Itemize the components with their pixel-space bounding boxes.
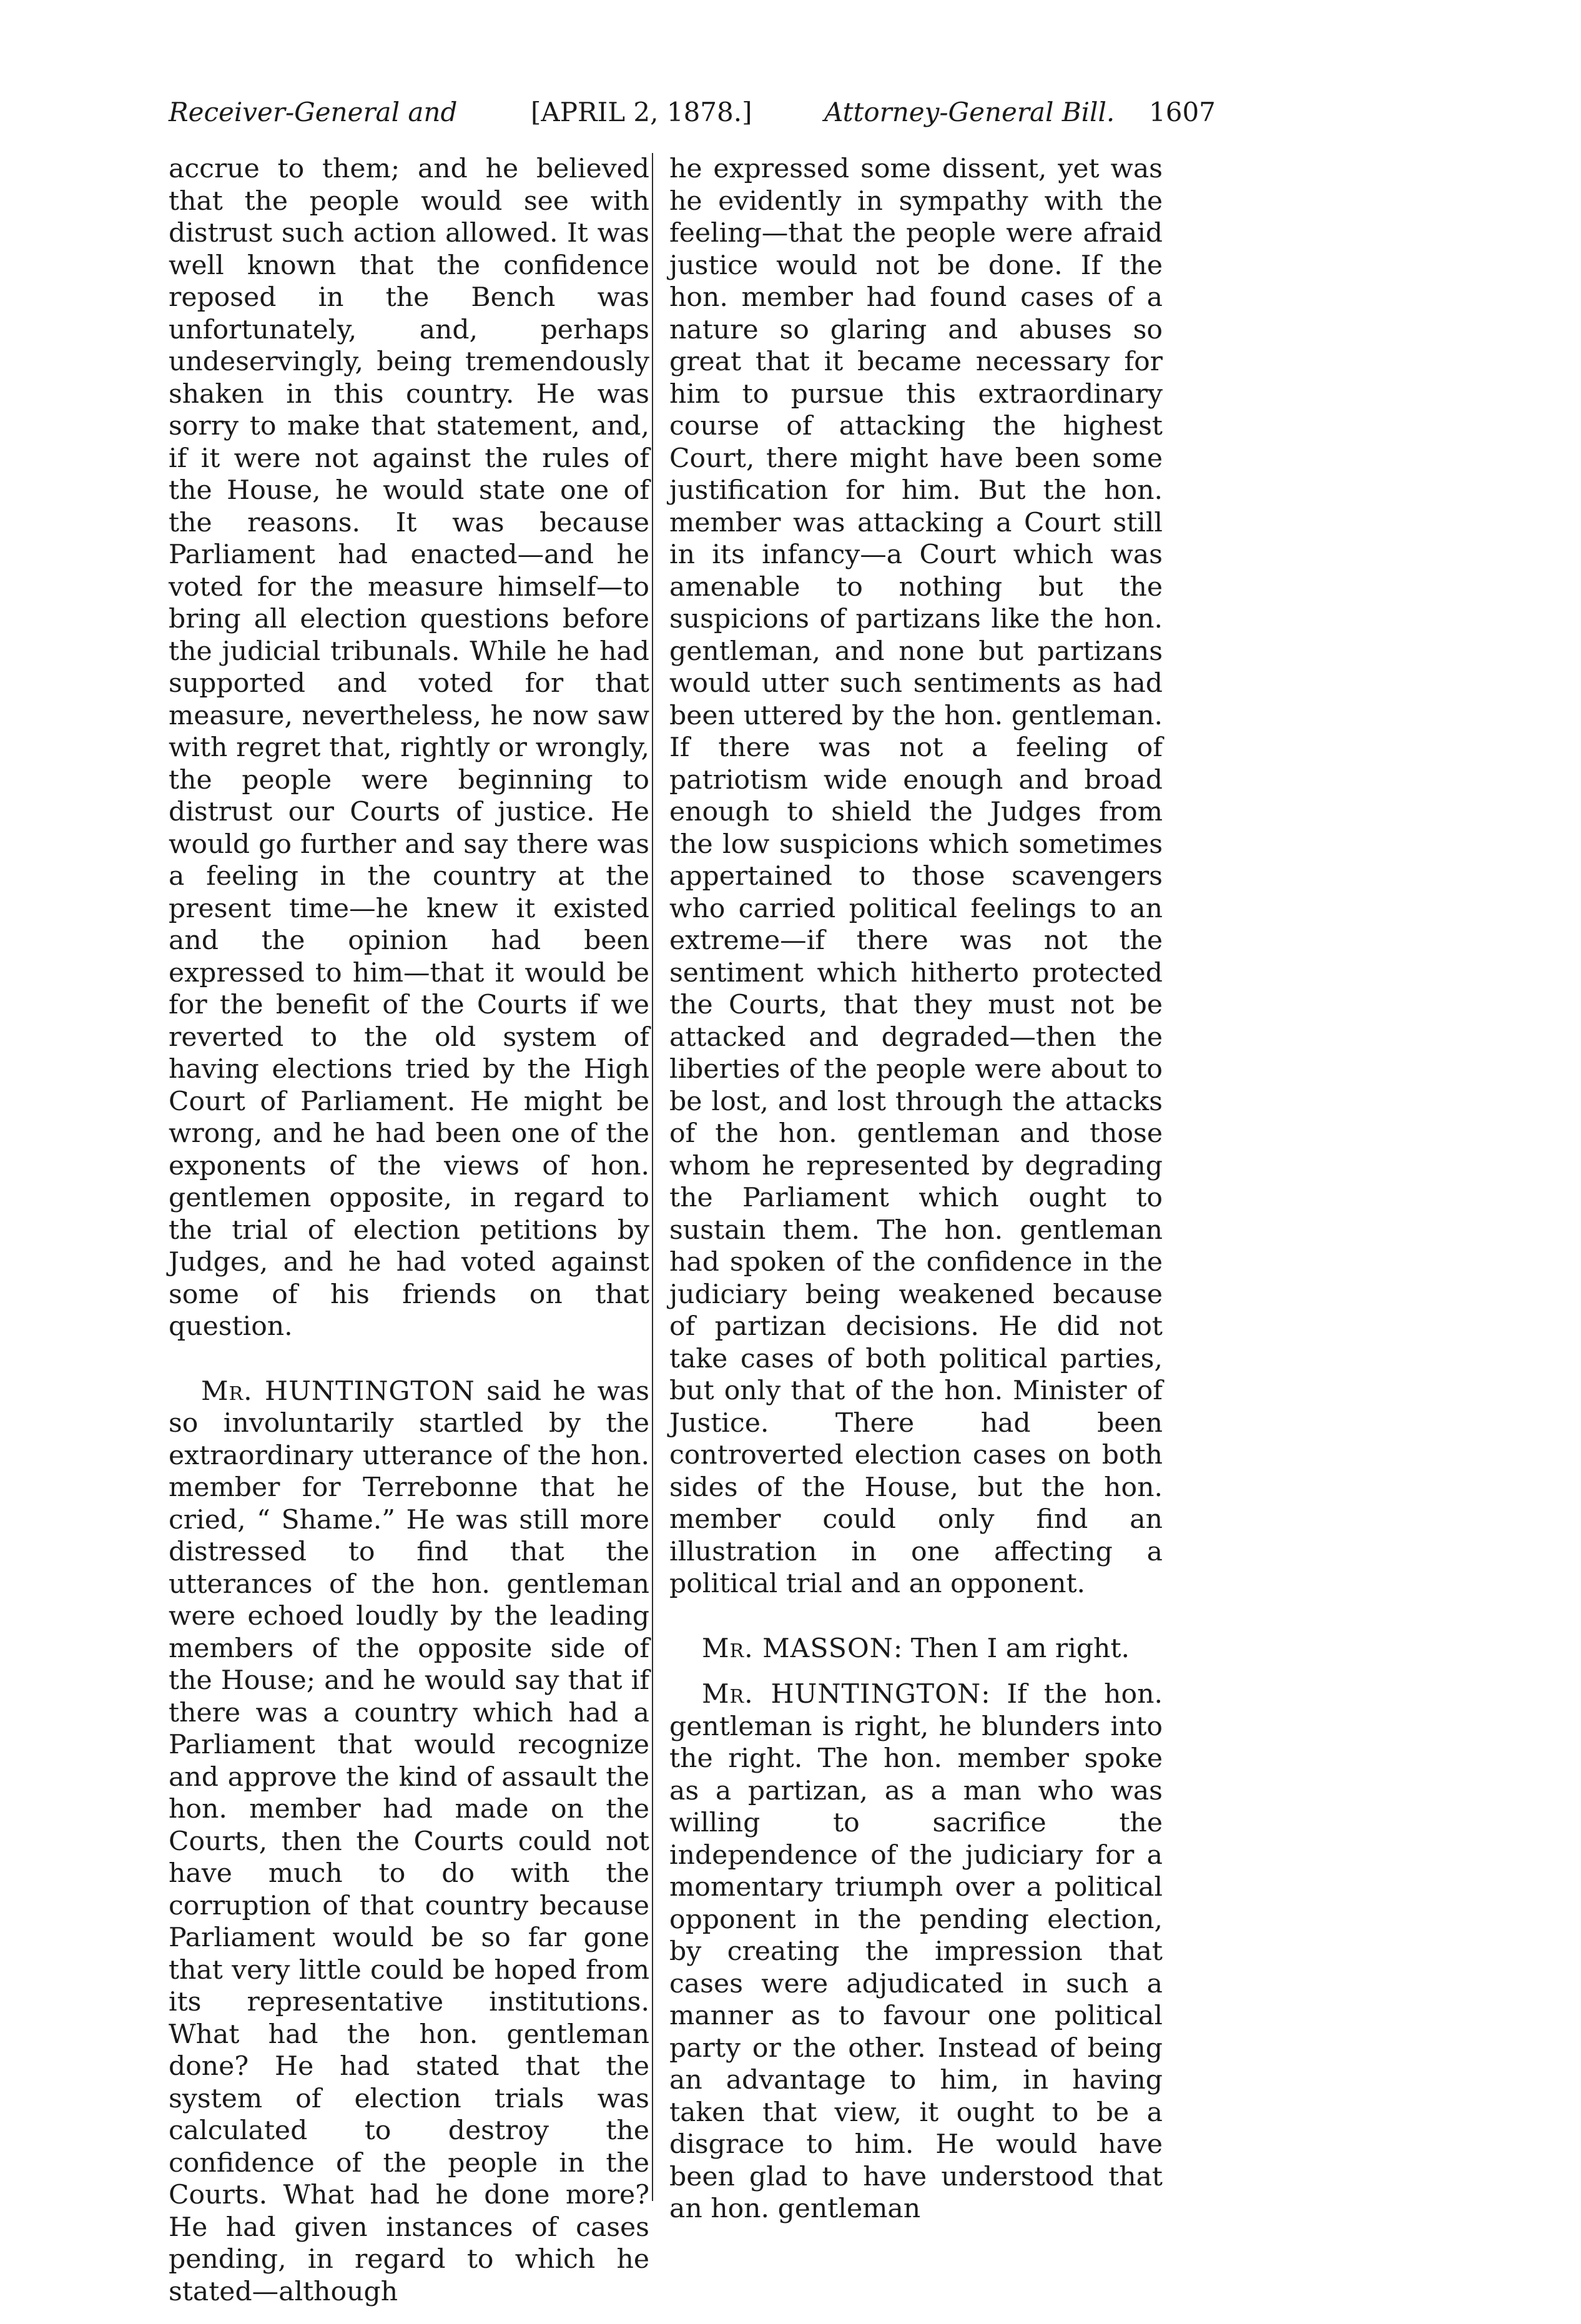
column-divider: [652, 153, 653, 2201]
running-head-date: [APRIL 2, 1878.]: [531, 97, 752, 127]
speech-paragraph: [669, 1633, 1163, 1665]
page-number: 1607: [1149, 97, 1216, 127]
speech-paragraph: [669, 1678, 1163, 2225]
speech-text: : Then I am right.: [893, 1633, 1130, 1664]
paragraph: accrue to them; and he believed that the people would see with distrust such action allowed. It was well known that the confidence reposed in the Bench was unfortunately, and, perhaps undeservingly, being tremendously shaken in this country. He was sorry to make that statement, and, if it were not against the rules of the House, he would state one of the reasons. It was because Parliament had enacted—and he voted for the measure himself—to bring all election questions before the judicial tribunals. While he had supported and voted for that measure, nevertheless, he now saw with regret that, rightly or wrongly, the people were beginning to distrust our Courts of justice. He would go further and say there was a feeling in the country at the present time—he knew it existed and the opinion had been expressed to him—that it would be for the benefit of the Courts if we reverted to the old system of having elections tried by the High Court of Parliament. He might be wrong, and he had been one of the exponents of the views of hon. gentlemen opposite, in regard to the trial of election petitions by Judges, and he had voted against some of his friends on that question.: [169, 154, 649, 1342]
running-head-left-title: Receiver-General and: [169, 97, 458, 127]
left-column: [169, 153, 649, 2308]
paragraph: he expressed some dissent, yet was he evidently in sympathy with the feeling—that the people were afraid justice would not be done. If the hon. member had found cases of a nature so glaring and abuses so great that it became necessary for him to pursue this extraordinary course of attacking the highest Court, there might have been some justification for him. But the hon. member was attacking a Court still in its infancy—a Court which was amenable to nothing but the suspicions of partizans like the hon. gentleman, and none but partizans would utter such sentiments as had been uttered by the hon. gentleman. If there was not a feeling of patriotism wide enough and broad enough to shield the Judges from the low suspicions which sometimes appertained to those scavengers who carried political feelings to an extreme—if there was not the sentiment which hitherto protected the Courts, that they must not be attacked and degraded—then the liberties of the people were about to be lost, and lost through the attacks of the hon. gentleman and those whom he represented by degrading the Parliament which ought to sustain them. The hon. gentleman had spoken of the confidence in the judiciary being weakened because of partizan decisions. He did not take cases of both political parties, but only that of the hon. Minister of Justice. There had been controverted election cases on both sides of the House, but the hon. member could only find an illustration in one affecting a political trial and an opponent.: [669, 154, 1163, 1599]
speaker-name: Mr. MASSON: [702, 1633, 894, 1664]
speech-text: : If the hon. gentleman is right, he blunders into the right. The hon. member spoke as a partizan, as a man who was willing to sacrifice the independence of the judiciary for a momentary triumph over a political opponent in the pending election, by creating the impression that cases were adjudicated in such a manner as to favour one political party or the other. Instead of being an advantage to him, in having taken that view, it ought to be a disgrace to him. He would have been glad to have understood that an hon. gentleman: [669, 1679, 1163, 2224]
speaker-name: Mr. HUNTINGTON: [201, 1376, 475, 1407]
running-head-right-title: Attorney-General Bill.: [824, 97, 1115, 127]
right-column: [669, 153, 1163, 2225]
speaker-name: Mr. HUNTINGTON: [702, 1679, 982, 1710]
running-head: [169, 94, 1268, 131]
speech-text: said he was so involuntarily startled by the extraordinary utterance of the hon. member for Terrebonne that he cried, “ Shame.” He was still more distressed to find that the utterances of the hon. gentleman were echoed loudly by the leading members of the opposite side of the House; and he would say that if there was a country which had a Parliament that would recognize and approve the kind of assault the hon. member had made on the Courts, then the Courts could not have much to do with the corruption of that country because Parliament would be so far gone that very little could be hoped from its representative institutions. What had the hon. gentleman done? He had stated that the system of election trials was calculated to destroy the confidence of the people in the Courts. What had he done more? He had given instances of cases pending, in regard to which he stated—although: [169, 1376, 649, 2307]
speech-paragraph: [169, 1376, 649, 2308]
